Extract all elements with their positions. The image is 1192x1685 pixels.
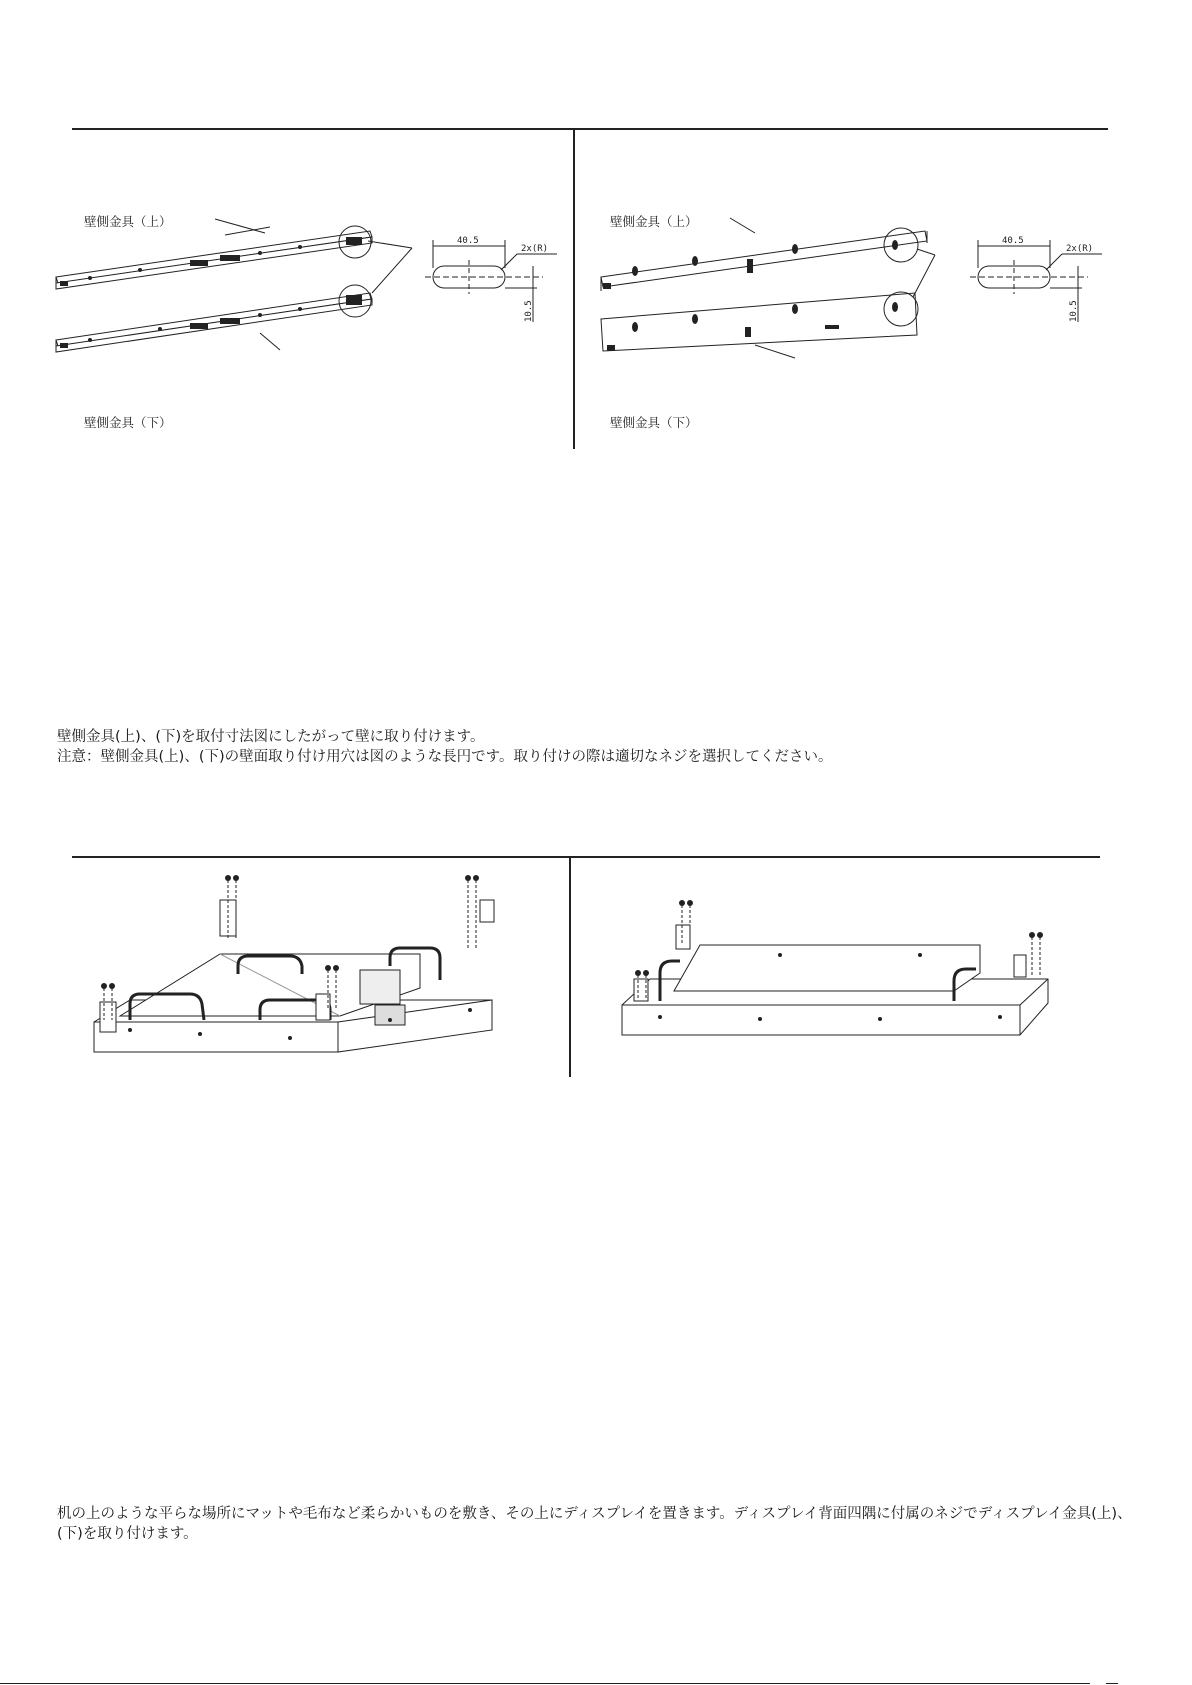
right-upper-bracket-label: 壁側金具（上） (610, 214, 698, 229)
right-slot-dimension-detail (970, 232, 1120, 327)
left-upper-bracket-label: 壁側金具（上） (84, 214, 172, 229)
section1-text-line1: 壁側金具(上)、(下)を取付寸法図にしたがって壁に取り付けます。 (57, 729, 485, 745)
right-dim-height: 10.5 (1069, 300, 1079, 322)
right-lower-bracket-label: 壁側金具（下） (610, 415, 698, 430)
section2-top-rule (72, 856, 1100, 858)
right-dim-width: 40.5 (1002, 236, 1024, 246)
section2-text: 机の上のような平らな場所にマットや毛布など柔らかいものを敷き、その上にディスプレイを置きます。ディスプレイ背面四隅に付属のネジでディスプレイ金具(上)、(下)を取り付けます。 (57, 1506, 1132, 1542)
section2-divider (569, 856, 571, 1077)
left-lower-bracket-label: 壁側金具（下） (84, 415, 172, 430)
left-dim-radius: 2x(R) (521, 244, 549, 254)
section1-text-line2: 注意：壁側金具(上)、(下)の壁面取り付け用穴は図のような長円です。取り付けの際は適切なネジを選択してください。 (57, 749, 833, 765)
left-dim-width: 40.5 (457, 236, 479, 246)
footer-mark (1106, 1683, 1118, 1684)
right-wall-bracket-diagram (595, 215, 945, 365)
footer-rule (0, 1683, 1090, 1684)
right-dim-radius: 2x(R) (1066, 244, 1094, 254)
right-display-illustration (620, 895, 1060, 1045)
left-slot-dimension-detail (425, 232, 575, 327)
section1-top-rule (72, 128, 1108, 130)
left-dim-height: 10.5 (524, 300, 534, 322)
left-display-illustration (90, 870, 510, 1075)
